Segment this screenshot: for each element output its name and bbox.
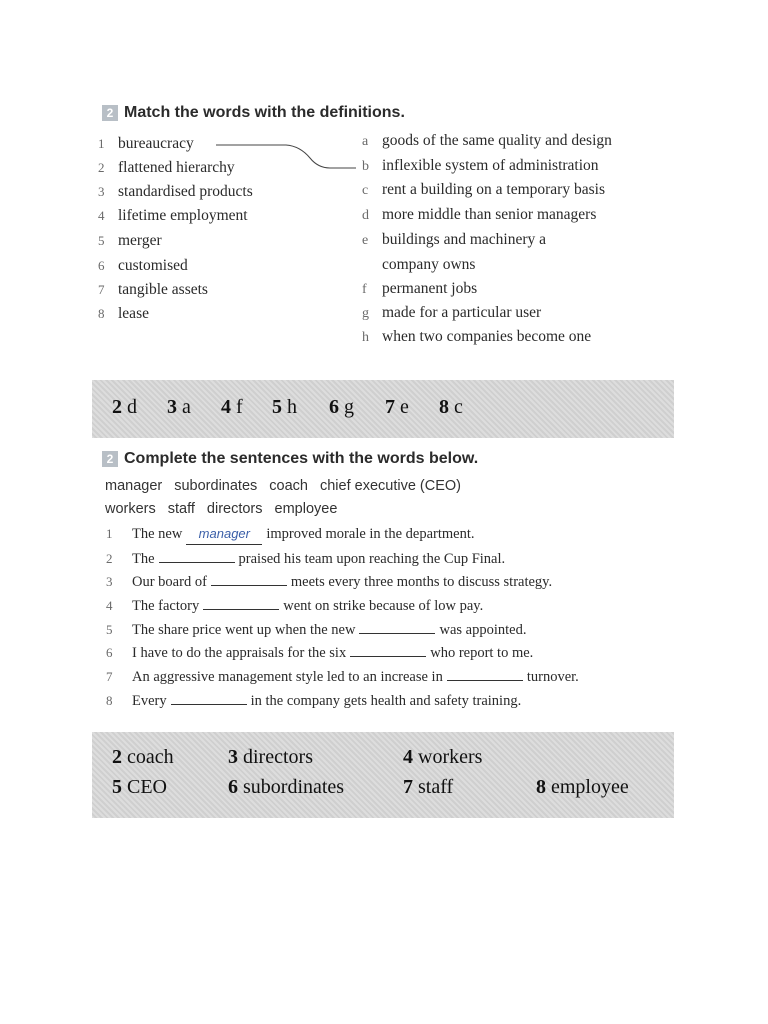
answer-item: 4 f [221,396,243,418]
answer-blank [447,666,523,681]
answer-item: 8 employee [536,776,629,798]
answer-item: 7 e [385,396,409,418]
answer-item: 2 d [112,396,137,418]
list-item: c rent a building on a temporary basis [362,181,605,198]
list-item: 1 The new manager improved morale in the department. [106,524,475,545]
answer-blank [211,571,287,586]
answer-blank: manager [186,524,262,545]
word-bank-line-2: workers staff directors employee [105,501,338,517]
word-bank-line-1: manager subordinates coach chief executive (CEO) [105,478,461,494]
list-item: 1 bureaucracy [98,135,194,152]
list-item: 3 standardised products [98,183,253,200]
list-item: d more middle than senior managers [362,206,597,223]
list-item: h when two companies become one [362,328,592,345]
answer-blank [203,595,279,610]
list-item: company owns [382,256,476,273]
exercise-number-badge: 2 [102,451,118,467]
answer-blank [359,619,435,634]
list-item: 3 Our board of meets every three months to discuss strategy. [106,571,552,592]
list-item: f permanent jobs [362,280,478,297]
answer-key-2-row-2 [112,776,629,799]
answer-item: 7 staff [403,776,454,798]
list-item: 8 lease [98,305,149,322]
answer-item: 3 directors [228,746,313,768]
list-item: a goods of the same quality and design [362,132,612,149]
list-item: e buildings and machinery a [362,231,546,248]
exercise-number-badge: 2 [102,105,118,121]
answer-key-2-row-1 [112,746,482,769]
answer-item: 8 c [439,396,463,418]
answer-item: 5 h [272,396,297,418]
answer-item: 5 CEO [112,776,167,798]
exercise2-heading [102,450,478,468]
exercise1-title: Match the words with the definitions. [124,104,405,121]
list-item: 4 The factory went on strike because of low pay. [106,595,483,616]
list-item: 5 merger [98,232,162,249]
list-item: 2 flattened hierarchy [98,159,235,176]
list-item: 5 The share price went up when the new was appointed. [106,619,526,640]
answer-item: 6 subordinates [228,776,345,798]
answer-item: 6 g [329,396,354,418]
answer-blank [171,690,247,705]
list-item: 4 lifetime employment [98,207,248,224]
list-item: 2 The praised his team upon reaching the Cup Final. [106,548,505,569]
exercise2-title: Complete the sentences with the words below. [124,450,479,467]
answer-key-1-row [112,396,479,419]
list-item: 6 I have to do the appraisals for the six who report to me. [106,642,533,663]
answer-item: 4 workers [403,746,483,768]
answer-blank [159,548,235,563]
answer-item: 3 a [167,396,191,418]
list-item: 7 tangible assets [98,281,208,298]
list-item: 7 An aggressive management style led to an increase in turnover. [106,666,579,687]
list-item: b inflexible system of administration [362,157,599,174]
answer-blank [350,642,426,657]
answer-key-2 [92,732,674,818]
list-item: 6 customised [98,257,188,274]
list-item: 8 Every in the company gets health and safety training. [106,690,521,711]
list-item: g made for a particular user [362,304,542,321]
answer-item: 2 coach [112,746,174,768]
